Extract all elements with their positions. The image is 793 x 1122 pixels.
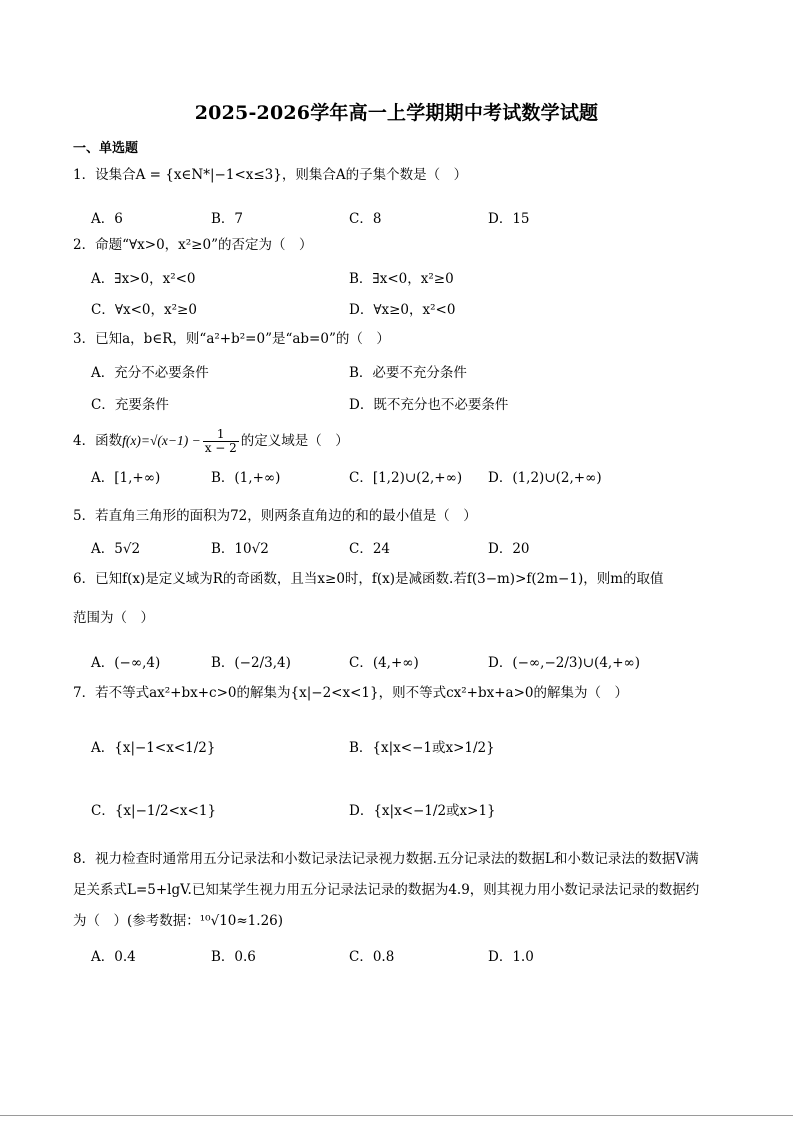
q4-option-c[interactable]: C．[1,2)∪(2,+∞) xyxy=(349,470,463,486)
q2-option-b[interactable]: B．∃x<0，x²≥0 xyxy=(349,271,454,287)
page-bottom-rule xyxy=(0,1115,793,1116)
q7-option-d[interactable]: D．{x|x<−1/2或x>1} xyxy=(349,803,496,819)
q8-option-d[interactable]: D．1.0 xyxy=(488,949,534,965)
question-8-stem-line3: 为（ ）(参考数据：¹⁰√10≈1.26) xyxy=(73,913,284,929)
q3-option-c[interactable]: C．充要条件 xyxy=(91,397,169,413)
q2-option-d[interactable]: D．∀x≥0，x²<0 xyxy=(349,302,456,318)
q3-option-b[interactable]: B．必要不充分条件 xyxy=(349,365,467,381)
q6-option-d[interactable]: D．(−∞,−2/3)∪(4,+∞) xyxy=(488,655,641,671)
question-2-stem: 2．命题“∀x>0，x²≥0”的否定为（ ） xyxy=(73,237,313,253)
q4-option-d[interactable]: D．(1,2)∪(2,+∞) xyxy=(488,470,602,486)
question-4-stem xyxy=(73,428,349,455)
q6-option-c[interactable]: C．(4,+∞) xyxy=(349,655,419,671)
q1-option-a[interactable]: A．6 xyxy=(91,211,123,227)
question-6-stem-line1: 6．已知f(x)是定义域为R的奇函数，且当x≥0时，f(x)是减函数.若f(3−m)>f(2m−1)，则m的取值 xyxy=(73,571,664,587)
q4-frac-numerator: 1 xyxy=(203,428,239,442)
q4-option-b[interactable]: B．(1,+∞) xyxy=(211,470,281,486)
q1-option-d[interactable]: D．15 xyxy=(488,211,530,227)
q7-option-c[interactable]: C．{x|−1/2<x<1} xyxy=(91,803,217,819)
q8-option-a[interactable]: A．0.4 xyxy=(91,949,136,965)
q7-option-a[interactable]: A．{x|−1<x<1/2} xyxy=(91,740,216,756)
question-1-stem: 1．设集合A = {x∈N*|−1<x≤3}，则集合A的子集个数是（ ） xyxy=(73,167,468,183)
question-8-stem-line2: 足关系式L=5+lgV.已知某学生视力用五分记录法记录的数据为4.9，则其视力用小数记录法记录的数据约 xyxy=(73,882,700,898)
q4-function: f(x)=√(x−1) − xyxy=(122,433,201,448)
page-title: 2025-2026学年高一上学期期中考试数学试题 xyxy=(194,102,599,124)
question-8-stem-line1: 8．视力检查时通常用五分记录法和小数记录法记录视力数据.五分记录法的数据L和小数记录法的数据V满 xyxy=(73,851,699,867)
q4-fraction xyxy=(203,428,239,455)
q8-option-c[interactable]: C．0.8 xyxy=(349,949,395,965)
q6-option-b[interactable]: B．(−2/3,4) xyxy=(211,655,291,671)
q5-option-a[interactable]: A．5√2 xyxy=(91,541,141,557)
q5-option-d[interactable]: D．20 xyxy=(488,541,530,557)
question-7-stem: 7．若不等式ax²+bx+c>0的解集为{x|−2<x<1}，则不等式cx²+bx+a>0的解集为（ ） xyxy=(73,685,628,701)
section-heading: 一、单选题 xyxy=(73,141,139,156)
q2-option-c[interactable]: C．∀x<0，x²≥0 xyxy=(91,302,197,318)
q4-option-a[interactable]: A．[1,+∞) xyxy=(91,470,161,486)
q8-option-b[interactable]: B．0.6 xyxy=(211,949,256,965)
question-3-stem: 3．已知a，b∈R，则“a²+b²=0”是“ab=0”的（ ） xyxy=(73,331,390,347)
q5-option-b[interactable]: B．10√2 xyxy=(211,541,269,557)
q1-option-b[interactable]: B．7 xyxy=(211,211,244,227)
q4-frac-denominator: x − 2 xyxy=(204,441,237,455)
question-5-stem: 5．若直角三角形的面积为72，则两条直角边的和的最小值是（ ） xyxy=(73,508,477,524)
q4-stem-prefix: 4．函数 xyxy=(73,433,123,449)
q1-option-c[interactable]: C．8 xyxy=(349,211,382,227)
question-6-stem-line2: 范围为（ ） xyxy=(73,610,154,626)
q5-option-c[interactable]: C．24 xyxy=(349,541,391,557)
q6-option-a[interactable]: A．(−∞,4) xyxy=(91,655,161,671)
q7-option-b[interactable]: B．{x|x<−1或x>1/2} xyxy=(349,740,495,756)
q4-stem-suffix: 的定义域是（ ） xyxy=(240,433,349,449)
q3-option-a[interactable]: A．充分不必要条件 xyxy=(91,365,209,381)
q3-option-d[interactable]: D．既不充分也不必要条件 xyxy=(349,397,509,413)
q2-option-a[interactable]: A．∃x>0，x²<0 xyxy=(91,271,196,287)
